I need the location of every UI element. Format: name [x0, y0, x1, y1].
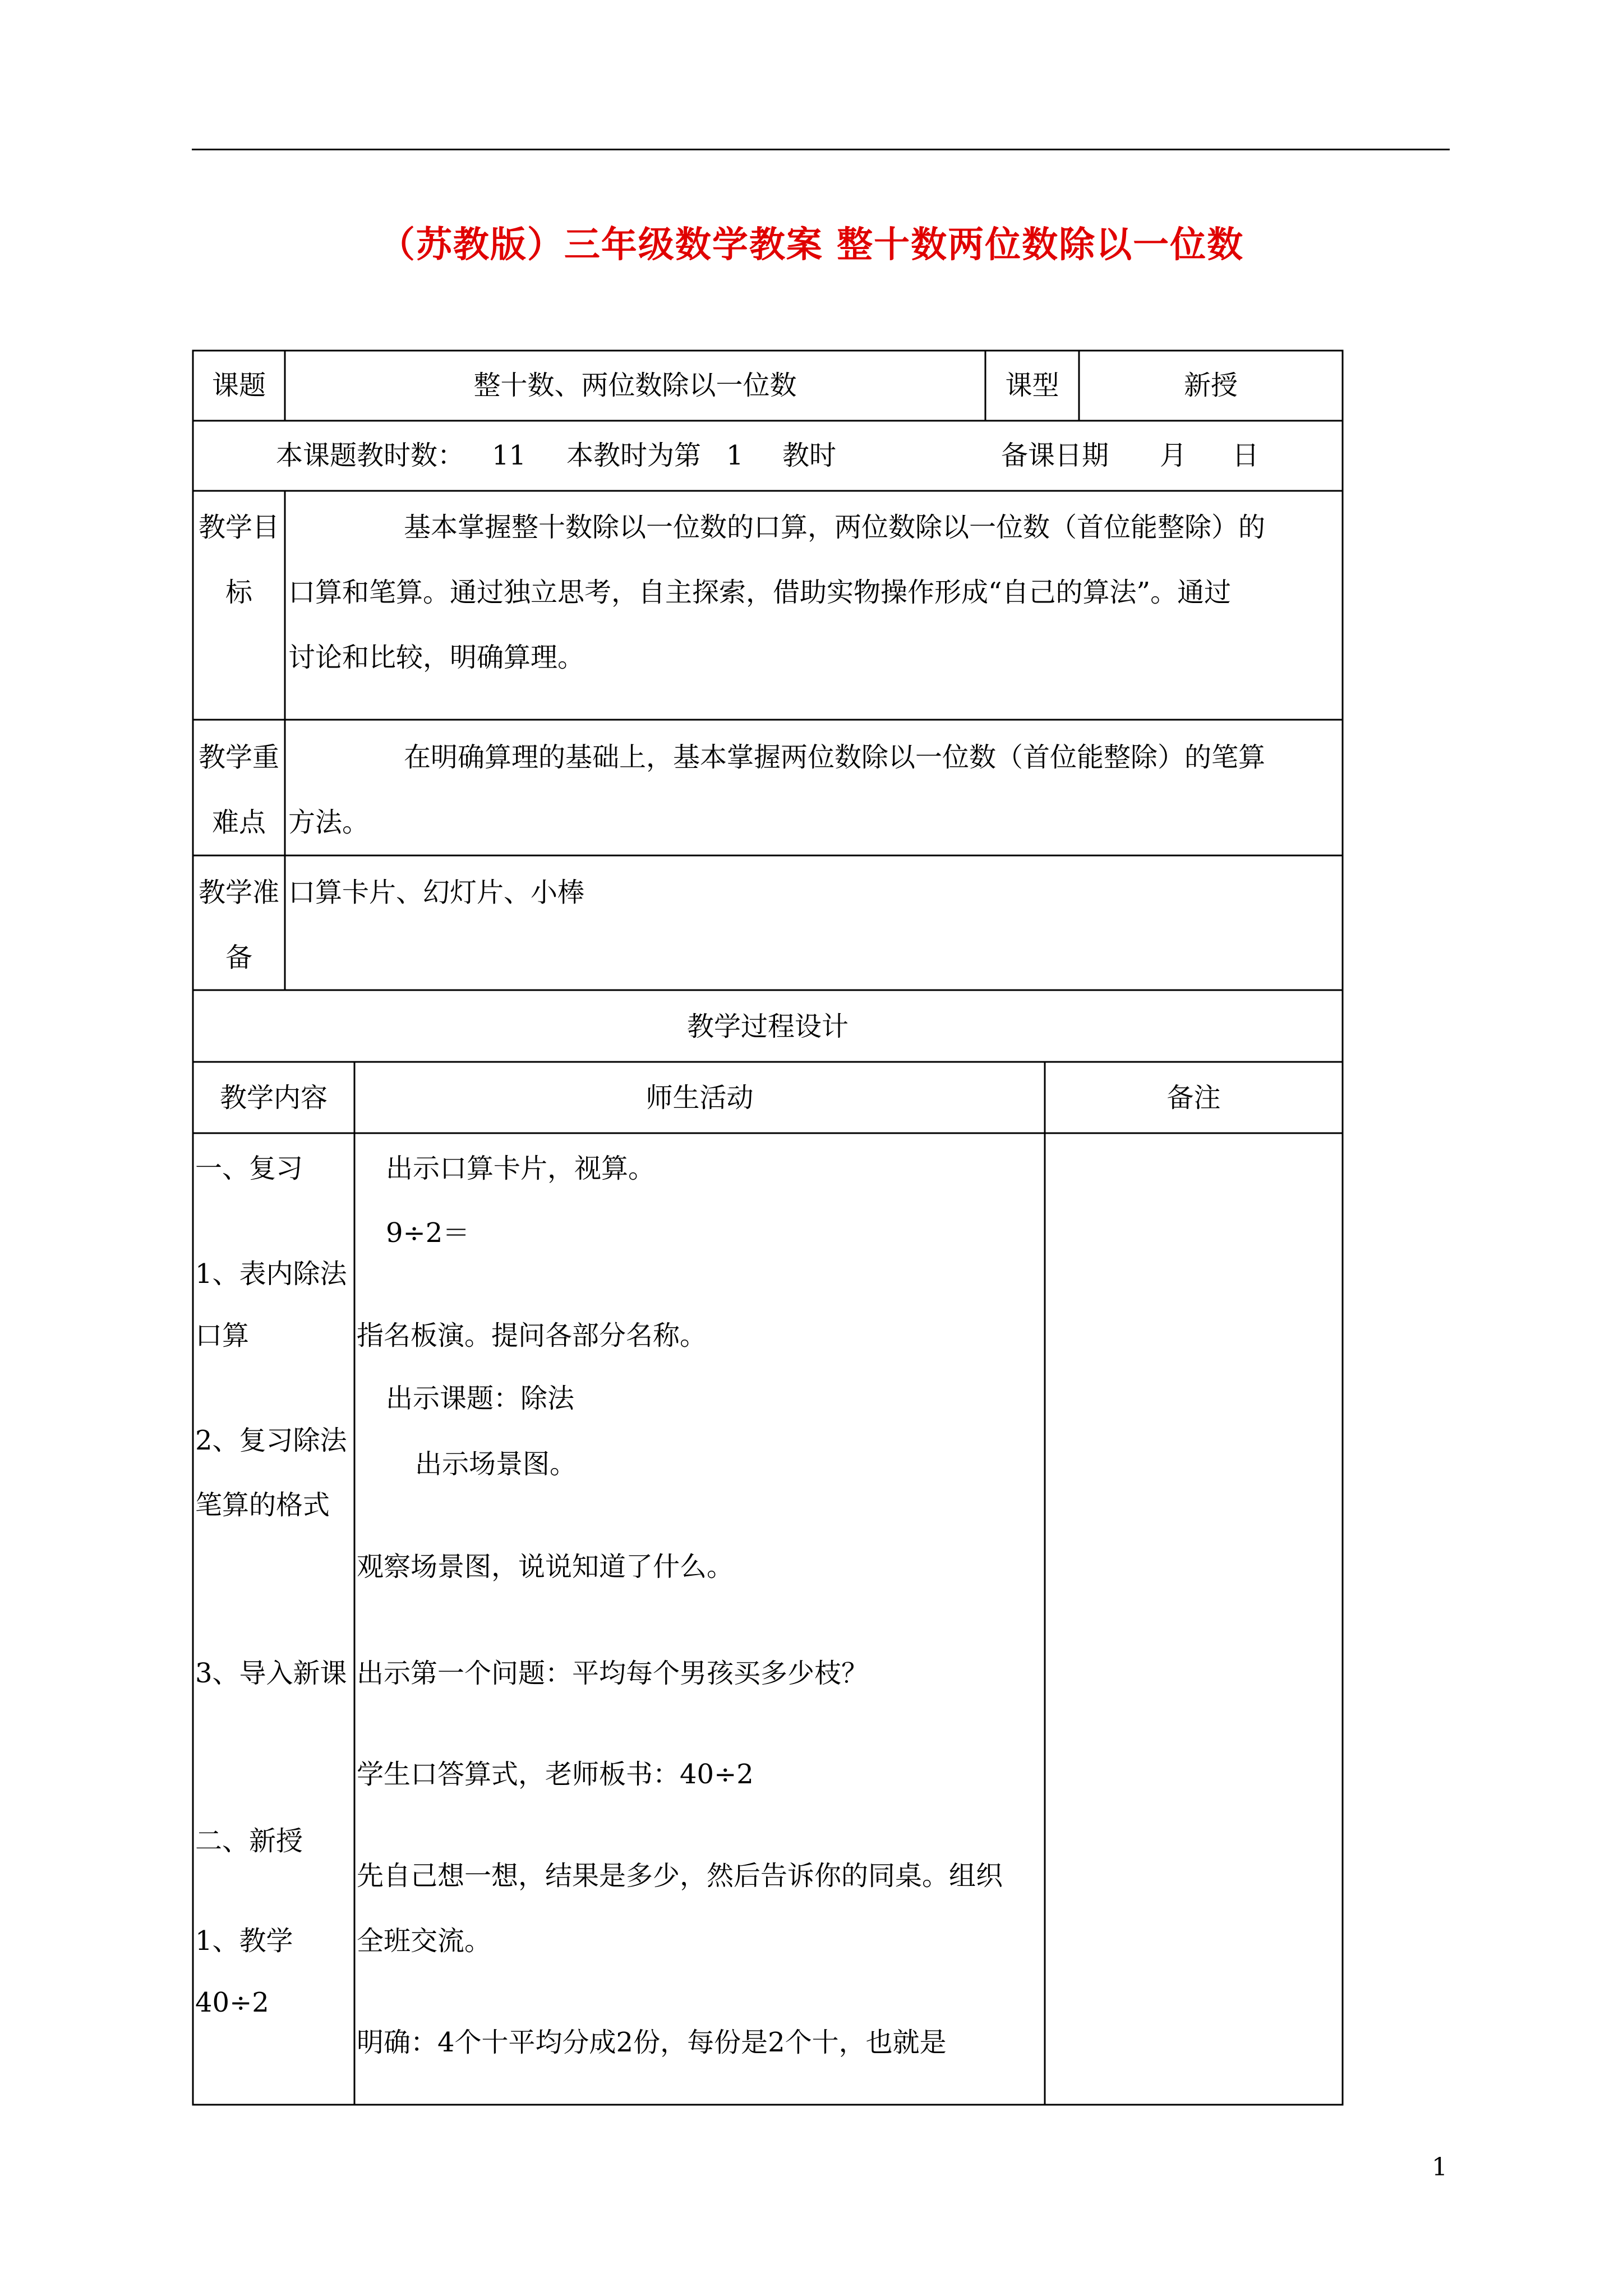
content-item: 1、表内除法 — [195, 1258, 347, 1290]
activity-line: 指名板演。提问各部分名称。 — [357, 1320, 707, 1351]
page-number: 1 — [1432, 2153, 1447, 2182]
activity-line: 出示场景图。 — [415, 1448, 577, 1480]
current-period-label: 本教时为第 — [566, 440, 702, 471]
content-item: 笔算的格式 — [195, 1489, 330, 1521]
goals-text-line3: 讨论和比较，明确算理。 — [288, 642, 585, 673]
activity-line: 出示第一个问题：平均每个男孩买多少枝？ — [357, 1658, 869, 1689]
activity-line: 观察场景图，说说知道了什么。 — [357, 1551, 734, 1582]
topic-value: 整十数、两位数除以一位数 — [473, 370, 797, 401]
prep-label-line1: 教学准 — [198, 877, 279, 908]
key-text-line2: 方法。 — [288, 807, 370, 838]
activity-line: 全班交流。 — [357, 1925, 492, 1957]
type-label: 课型 — [1005, 370, 1059, 401]
content-item: 2、复习除法 — [195, 1425, 347, 1456]
topic-label: 课题 — [211, 370, 266, 401]
header-rule — [192, 149, 1450, 150]
content-item: 二、新授 — [195, 1825, 303, 1857]
content-item: 3、导入新课 — [195, 1658, 347, 1689]
goals-label-line1: 教学目 — [198, 512, 279, 543]
prep-label-line2: 备 — [225, 942, 252, 973]
key-label-line1: 教学重 — [198, 742, 279, 773]
periods-label: 本课题教时数： — [276, 440, 465, 471]
prep-value: 口算卡片、幻灯片、小棒 — [288, 877, 585, 908]
activity-line: 明确：4个十平均分成2份，每份是2个十，也就是 — [357, 2027, 947, 2058]
current-period-value: 1 — [726, 440, 744, 471]
goals-text-line2: 口算和笔算。通过独立思考，自主探索，借助实物操作形成“自己的算法”。通过 — [288, 577, 1232, 608]
activity-line: 学生口答算式，老师板书：40÷2 — [357, 1759, 754, 1790]
date-month: 月 — [1160, 440, 1187, 471]
col-header-notes: 备注 — [1166, 1082, 1221, 1114]
activity-line: 出示课题：除法 — [386, 1383, 575, 1414]
content-item: 口算 — [195, 1320, 250, 1351]
document-title: （苏教版）三年级数学教案 整十数两位数除以一位数 — [379, 224, 1244, 266]
col-header-activities: 师生活动 — [645, 1082, 754, 1114]
goals-text-line1: 基本掌握整十数除以一位数的口算，两位数除以一位数（首位能整除）的 — [404, 512, 1266, 543]
content-item: 40÷2 — [195, 1987, 269, 2018]
type-value: 新授 — [1183, 370, 1238, 401]
date-day: 日 — [1232, 440, 1260, 471]
key-text-line1: 在明确算理的基础上，基本掌握两位数除以一位数（首位能整除）的笔算 — [404, 742, 1266, 773]
activity-line: 出示口算卡片，视算。 — [386, 1153, 656, 1184]
process-title: 教学过程设计 — [686, 1011, 849, 1042]
col-header-content: 教学内容 — [219, 1082, 328, 1114]
content-item: 1、教学 — [195, 1925, 293, 1957]
key-label-line2: 难点 — [211, 807, 266, 838]
prep-date-label: 备课日期 — [1001, 440, 1109, 471]
current-period-suffix: 教时 — [782, 440, 837, 471]
activity-line: 9÷2＝ — [386, 1217, 470, 1249]
activity-line: 先自己想一想，结果是多少，然后告诉你的同桌。组织 — [357, 1860, 1003, 1892]
periods-value: 11 — [492, 440, 527, 471]
content-item: 一、复习 — [195, 1153, 303, 1184]
goals-label-line2: 标 — [225, 577, 252, 608]
